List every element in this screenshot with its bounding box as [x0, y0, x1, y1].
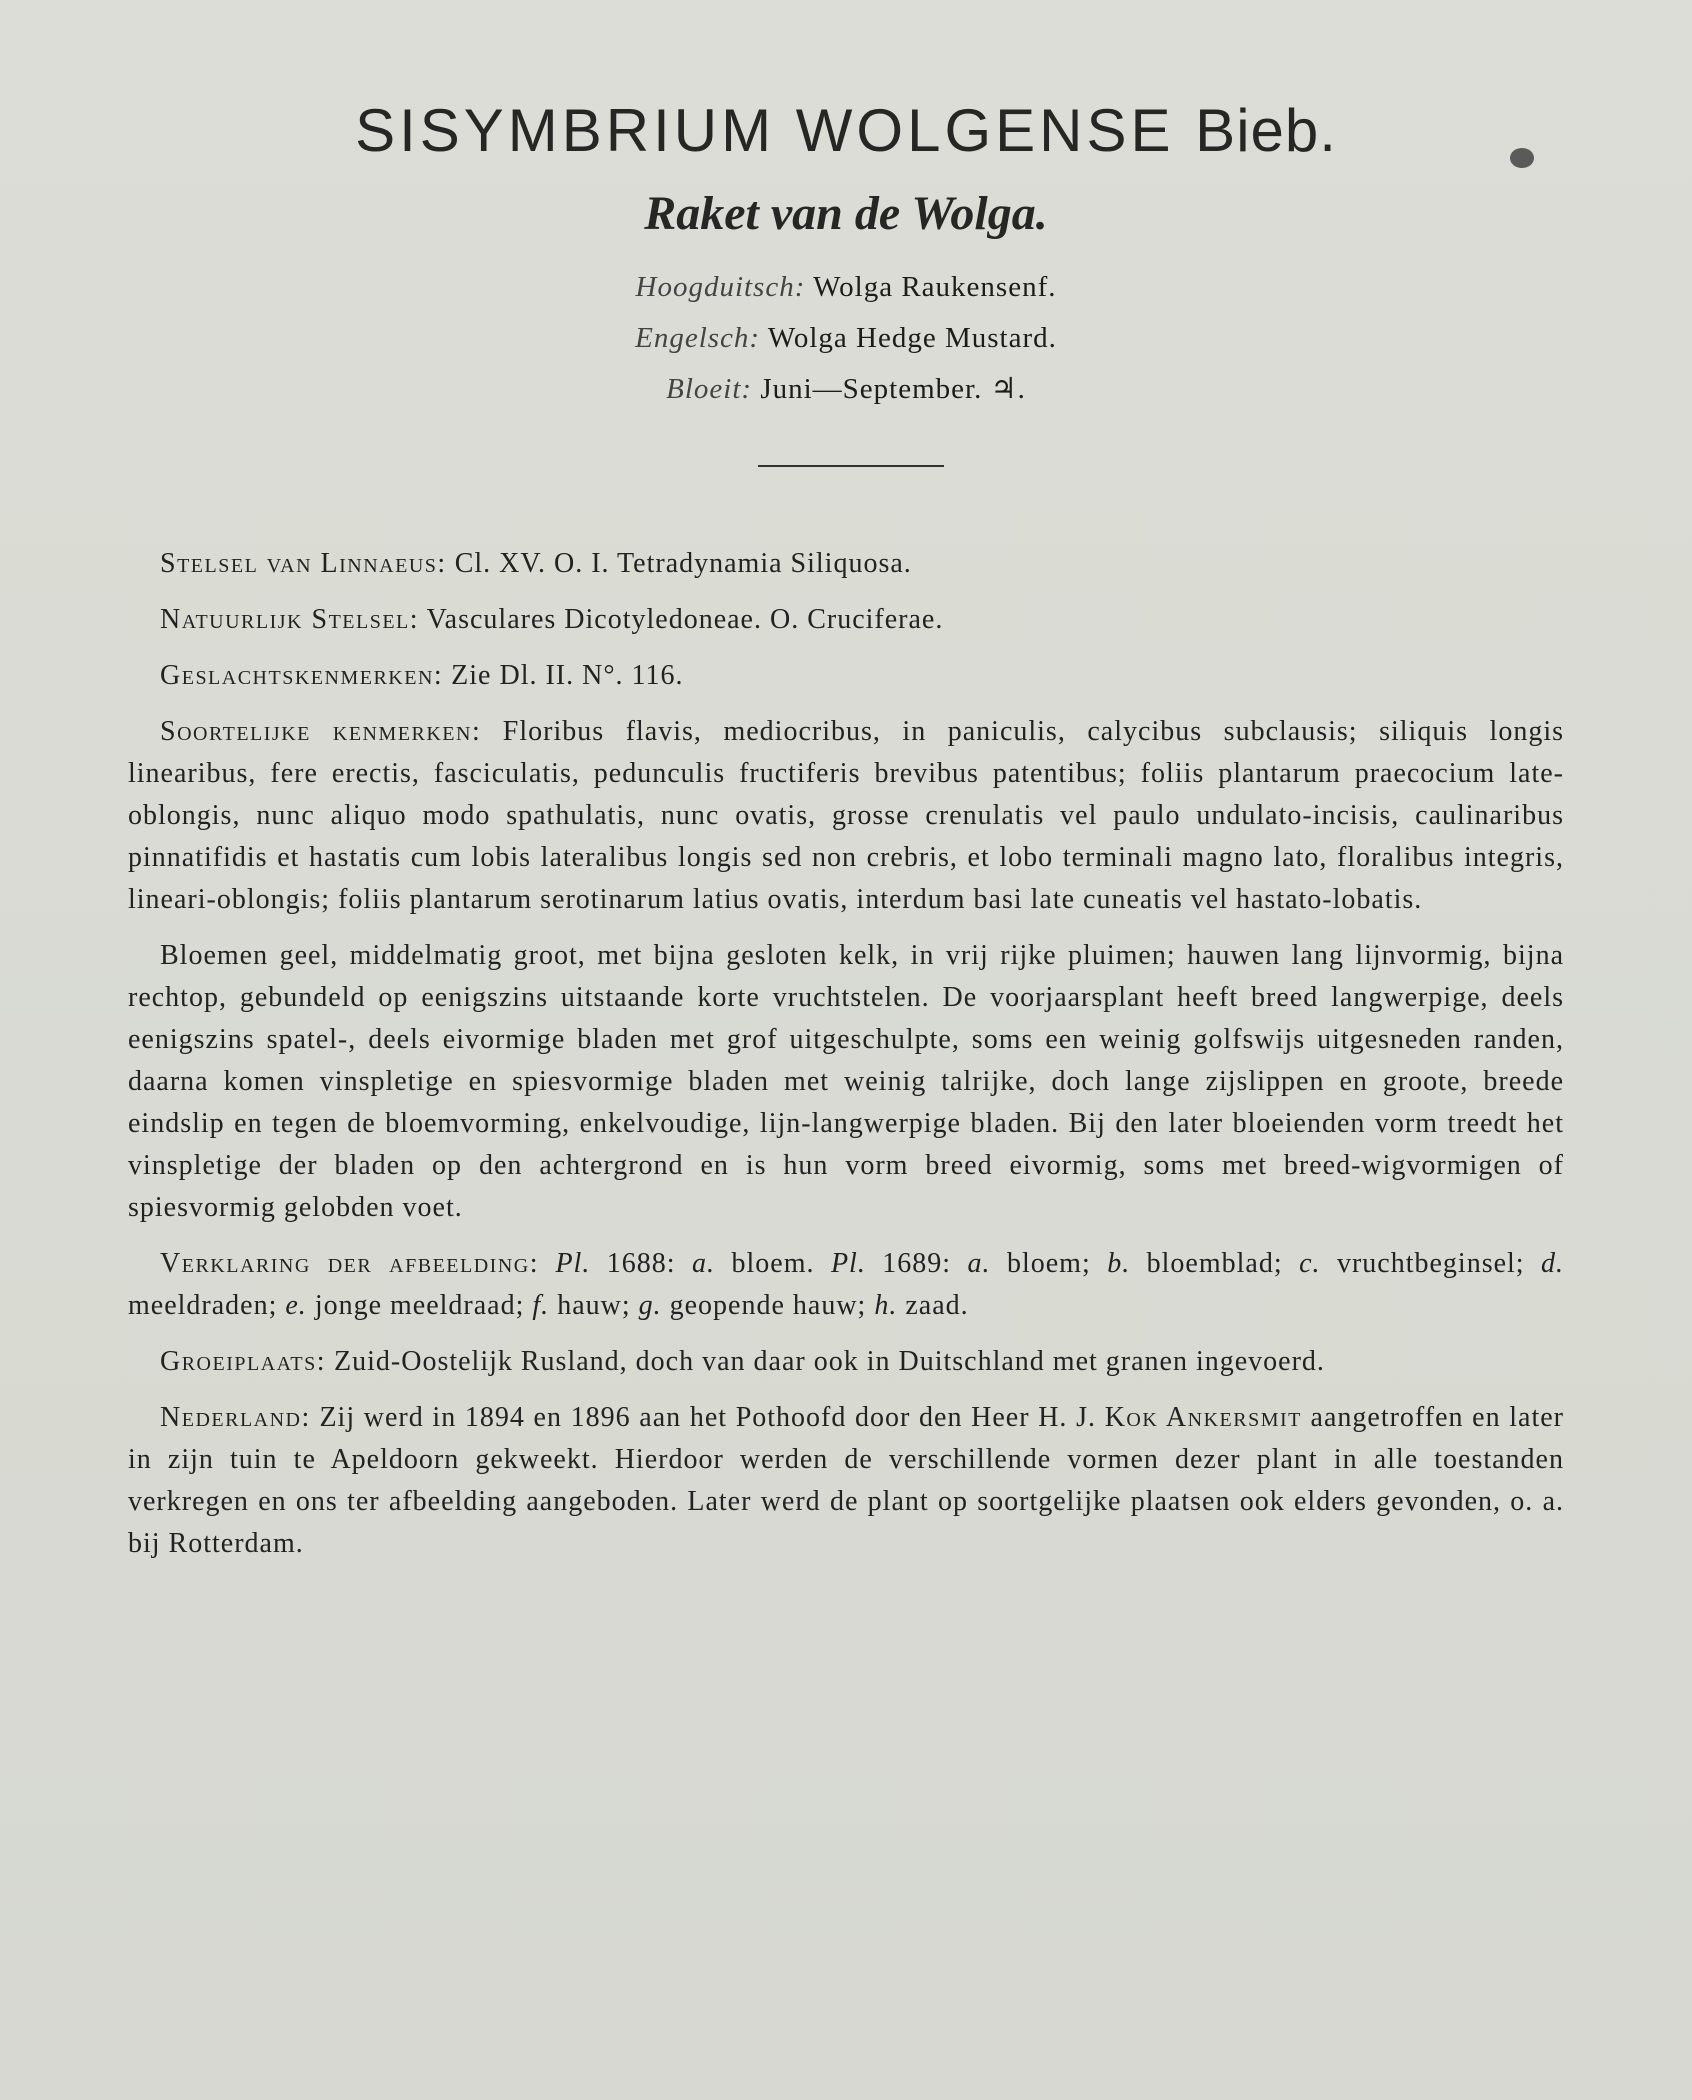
- natural-text: Vasculares Dicotyledoneae. O. Cruciferae.: [426, 604, 944, 635]
- page-title: [0, 96, 1692, 165]
- section-netherlands: [128, 1397, 1564, 1565]
- figure-a2: a.: [967, 1248, 991, 1279]
- section-figure: [128, 1243, 1564, 1327]
- figure-h-text: zaad.: [905, 1290, 969, 1321]
- figure-f-text: hauw;: [557, 1290, 631, 1321]
- netherlands-text1: Zij werd in 1894 en 1896 aan het Pothoofd door den Heer H. J.: [319, 1402, 1097, 1433]
- section-habitat: [128, 1341, 1564, 1383]
- section-linnaeus: [128, 543, 1564, 585]
- name-german-value: Wolga Raukensenf.: [813, 271, 1057, 303]
- figure-g: g.: [638, 1290, 662, 1321]
- figure-b-text: bloemblad;: [1146, 1248, 1283, 1279]
- figure-b: b.: [1107, 1248, 1131, 1279]
- figure-f: f.: [532, 1290, 550, 1321]
- name-english: [0, 313, 1692, 364]
- netherlands-person: Kok Ankersmit: [1104, 1402, 1302, 1433]
- netherlands-label: Nederland:: [160, 1402, 311, 1433]
- section-genus: [128, 655, 1564, 697]
- divider: [758, 465, 944, 467]
- name-german: [0, 262, 1692, 313]
- common-names: [0, 262, 1692, 415]
- species-text: Floribus flavis, mediocribus, in paniculis, calycibus subclausis; siliquis longis linearibus, fere erectis, fasciculatis, pedunculis fructiferis brevibus patentibus; foliis plantarum praecocium late-oblongis, nunc aliquo modo spathulatis, nunc ovatis, grosse crenulatis vel paulo undulato-incisis, caulinaribus pinnatifidis et hastatis cum lobis lateralibus longis sed non crebris, et lobo terminali magno lato, floralibus integris, lineari-oblongis; foliis plantarum serotinarum latius ovatis, interdum basi late cuneatis vel hastato-lobatis.: [128, 716, 1565, 915]
- genus-label: Geslachtskenmerken:: [160, 660, 444, 691]
- name-german-label: Hoogduitsch:: [635, 271, 806, 303]
- linnaeus-label: Stelsel van Linnaeus:: [160, 548, 447, 579]
- name-english-value: Wolga Hedge Mustard.: [767, 322, 1057, 354]
- figure-g-text: geopende hauw;: [669, 1290, 867, 1321]
- dutch-name: Raket van de Wolga.: [644, 187, 1048, 240]
- figure-a2-text: bloem;: [1006, 1248, 1091, 1279]
- figure-pl2-num: 1689:: [882, 1248, 952, 1279]
- section-description: Bloemen geel, middelmatig groot, met bijna gesloten kelk, in vrij rijke pluimen; hauwen lang lijnvormig, bijna rechtop, gebundeld op eenigszins uitstaande korte vruchtstelen. De voorjaarsplant heeft breed langwerpige, deels eenigszins spatel-, deels eivormige bladen met grof uitgeschulpte, soms een weinig golfswijs uitgesneden randen, daarna komen vinspletige en spiesvormige bladen met weinig talrijke, doch lange zijslippen en groote, breede eindslip en tegen de bloemvorming, enkelvoudige, lijn-langwerpige bladen. Bij den later bloeienden vorm treedt het vinspletige der bladen op den achtergrond en is hun vorm breed eivormig, soms met breed-wigvormigen of spiesvormig gelobden voet.: [128, 940, 1564, 1223]
- figure-a1-text: bloem.: [731, 1248, 815, 1279]
- figure-pl2: Pl.: [830, 1248, 866, 1279]
- title-genus-species: SISYMBRIUM WOLGENSE: [355, 97, 1175, 164]
- netherlands-text2: aangetroffen en later in zijn tuin te Apeldoorn gekweekt. Hierdoor werden de verschillende vormen dezer plant in alle toestanden verkregen en ons ter afbeelding aangeboden. Later werd de plant op soortgelijke plaatsen ook elders gevonden, o. a. bij Rotterdam.: [128, 1402, 1565, 1559]
- figure-h: h.: [874, 1290, 898, 1321]
- genus-text: Zie Dl. II. N°. 116.: [451, 660, 684, 691]
- figure-pl1-num: 1688:: [606, 1248, 676, 1279]
- title-author: Bieb.: [1195, 97, 1337, 164]
- linnaeus-text: Cl. XV. O. I. Tetradynamia Siliquosa.: [454, 548, 912, 579]
- habitat-label: Groeiplaats:: [160, 1346, 327, 1377]
- figure-label: Verklaring der afbeelding:: [160, 1248, 539, 1279]
- name-english-label: Engelsch:: [635, 322, 761, 354]
- section-natural-system: [128, 599, 1564, 641]
- figure-a1: a.: [692, 1248, 716, 1279]
- figure-pl1: Pl.: [555, 1248, 591, 1279]
- figure-c-text: vruchtbeginsel;: [1336, 1248, 1525, 1279]
- text-body: [128, 543, 1564, 1579]
- figure-c: c.: [1299, 1248, 1321, 1279]
- flowering: [0, 364, 1692, 415]
- flowering-label: Bloeit:: [666, 373, 753, 405]
- figure-d: d.: [1541, 1248, 1565, 1279]
- figure-d-text: meeldraden;: [128, 1290, 278, 1321]
- figure-e: e.: [285, 1290, 307, 1321]
- figure-e-text: jonge meeldraad;: [314, 1290, 525, 1321]
- section-species: [128, 711, 1564, 921]
- habitat-text: Zuid-Oostelijk Rusland, doch van daar ook in Duitschland met granen ingevoerd.: [334, 1346, 1325, 1377]
- natural-label: Natuurlijk Stelsel:: [160, 604, 420, 635]
- flowering-value: Juni—September. ♃.: [760, 373, 1026, 405]
- species-label: Soortelijke kenmerken:: [160, 716, 482, 747]
